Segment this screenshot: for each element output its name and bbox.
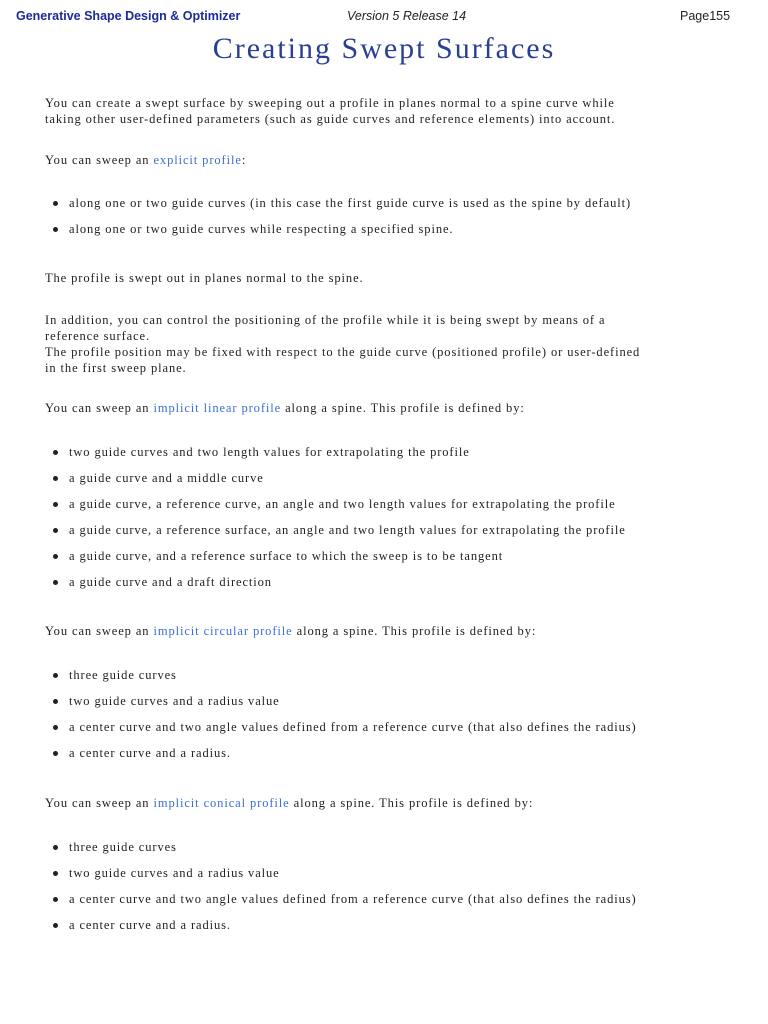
implicit-circular-profile-link[interactable]: implicit circular profile (153, 624, 293, 638)
bullet-icon (53, 528, 58, 533)
linear-heading: You can sweep an implicit linear profile along a spine. This profile is defined by: (45, 401, 525, 415)
intro-line-2: taking other user-defined parameters (such as guide curves and reference elements) into account. (45, 112, 616, 126)
body-content (45, 95, 735, 933)
list-item: a guide curve and a middle curve (45, 470, 735, 486)
bullet-icon (53, 871, 58, 876)
explicit-heading (45, 152, 735, 168)
bullet-icon (53, 580, 58, 585)
circular-list (45, 667, 735, 761)
bullet-icon (53, 699, 58, 704)
list-item: along one or two guide curves (in this case the first guide curve is used as the spine by default) (45, 195, 735, 211)
list-item: a center curve and two angle values defined from a reference curve (that also defines the radius) (45, 891, 735, 907)
bullet-icon (53, 673, 58, 678)
addition-paragraph: In addition, you can control the positioning of the profile while it is being swept by means of a reference surface. The profile position may be fixed with respect to the guide curve (positioned profile) or user-defined in the first sweep plane. (45, 313, 641, 375)
normal-paragraph: The profile is swept out in planes normal to the spine. (45, 271, 364, 285)
page-title: Creating Swept Surfaces (212, 32, 556, 65)
list-item: two guide curves and a radius value (45, 865, 735, 881)
list-item: three guide curves (45, 839, 735, 855)
list-item: a guide curve and a draft direction (45, 574, 735, 590)
list-item: a guide curve, and a reference surface to which the sweep is to be tangent (45, 548, 735, 564)
explicit-profile-link[interactable]: explicit profile (153, 153, 242, 167)
header-version: Version 5 Release 14 (347, 9, 467, 23)
bullet-icon (53, 554, 58, 559)
bullet-icon (53, 502, 58, 507)
bullet-icon (53, 201, 58, 206)
explicit-suffix: : (241, 153, 247, 167)
bullet-icon (53, 450, 58, 455)
circular-heading: You can sweep an implicit circular profile along a spine. This profile is defined by: (45, 624, 537, 638)
list-item: a center curve and two angle values defined from a reference curve (that also defines the radius) (45, 719, 735, 735)
list-item: a center curve and a radius. (45, 745, 735, 761)
bullet-icon (53, 227, 58, 232)
list-item: three guide curves (45, 667, 735, 683)
list-item: two guide curves and a radius value (45, 693, 735, 709)
header-page-number: Page155 (680, 9, 731, 23)
conical-heading: You can sweep an implicit conical profile along a spine. This profile is defined by: (45, 796, 534, 810)
bullet-icon (53, 476, 58, 481)
explicit-list (45, 195, 735, 237)
list-item: a guide curve, a reference surface, an angle and two length values for extrapolating the profile (45, 522, 735, 538)
linear-list (45, 444, 735, 590)
bullet-icon (53, 725, 58, 730)
bullet-icon (53, 751, 58, 756)
implicit-conical-profile-link[interactable]: implicit conical profile (153, 796, 290, 810)
bullet-icon (53, 845, 58, 850)
explicit-prefix: You can sweep an (45, 153, 154, 167)
header-product-name: Generative Shape Design & Optimizer (16, 9, 241, 23)
list-item: a guide curve, a reference curve, an angle and two length values for extrapolating the profile (45, 496, 735, 512)
bullet-icon (53, 923, 58, 928)
intro-line-1: You can create a swept surface by sweeping out a profile in planes normal to a spine curve while (45, 96, 615, 110)
implicit-linear-profile-link[interactable]: implicit linear profile (153, 401, 282, 415)
intro-paragraph (45, 95, 735, 127)
list-item: along one or two guide curves while respecting a specified spine. (45, 221, 735, 237)
conical-list (45, 839, 735, 933)
bullet-icon (53, 897, 58, 902)
list-item: two guide curves and two length values for extrapolating the profile (45, 444, 735, 460)
list-item: a center curve and a radius. (45, 917, 735, 933)
